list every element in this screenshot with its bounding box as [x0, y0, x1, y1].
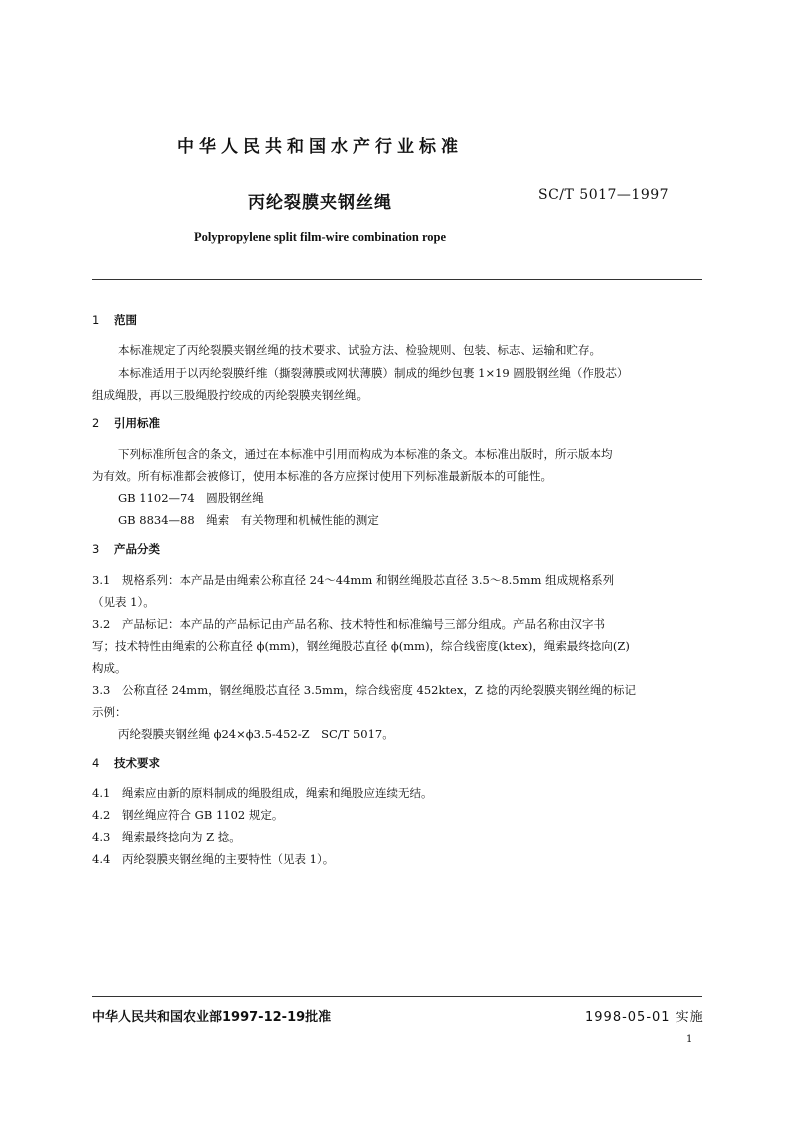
section-number: 4: [92, 756, 100, 770]
section-4-heading: [92, 755, 160, 771]
clause-3-1: [92, 572, 614, 588]
clause-text: 丙纶裂膜夹钢丝绳的主要特性（见表 1）。: [122, 852, 335, 866]
clause-text: 产品标记：本产品的产品标记由产品名称、技术特性和标准编号三部分组成。产品名称由汉字书: [122, 617, 605, 631]
paragraph: 为有效。所有标准都会被修订，使用本标准的各方应探讨使用下列标准最新版本的可能性。: [92, 469, 552, 483]
section-title: 技术要求: [114, 756, 160, 770]
marking-example: 丙纶裂膜夹钢丝绳 ϕ24×ϕ3.5-452-Z SC/T 5017。: [118, 727, 394, 741]
paragraph: 下列标准所包含的条文，通过在本标准中引用而构成为本标准的条文。本标准出版时，所示版本均: [118, 447, 613, 461]
english-title: Polypropylene split film-wire combination rope: [193, 230, 447, 244]
clause-number: 4.4: [92, 852, 111, 866]
clause-number: 4.3: [92, 830, 111, 844]
standard-code: SC/T 5017—1997: [538, 187, 670, 203]
clause-3-3: [92, 682, 636, 698]
footer-divider: [92, 996, 702, 997]
clause-3-2: [92, 616, 605, 632]
section-number: 3: [92, 542, 100, 556]
section-title: 范围: [114, 313, 137, 327]
paragraph: 组成绳股，再以三股绳股拧绞成的丙纶裂膜夹钢丝绳。: [92, 388, 368, 402]
clause-number: 4.2: [92, 808, 111, 822]
paragraph: 本标准适用于以丙纶裂膜纤维（撕裂薄膜或网状薄膜）制成的绳纱包裹 1×19 圆股钢丝绳（作股芯）: [118, 366, 629, 380]
clause-number: 3.2: [92, 617, 111, 631]
clause-4-2: [92, 807, 283, 823]
clause-text: 钢丝绳应符合 GB 1102 规定。: [122, 808, 284, 822]
standard-category-title: 中华人民共和国水产行业标准: [177, 137, 463, 157]
section-3-heading: [92, 541, 160, 557]
clause-text: 公称直径 24mm，钢丝绳股芯直径 3.5mm，综合线密度 452ktex，Z 捻的丙纶裂膜夹钢丝绳的标记: [122, 683, 636, 697]
document-title: 丙纶裂膜夹钢丝绳: [248, 193, 392, 213]
clause-text: 绳索最终捻向为 Z 捻。: [122, 830, 241, 844]
clause-text: 规格系列：本产品是由绳索公称直径 24～44mm 和钢丝绳股芯直径 3.5～8.5mm 组成规格系列: [122, 573, 615, 587]
approval-line: 中华人民共和国农业部1997-12-19批准: [92, 1010, 332, 1025]
clause-text: 绳索应由新的原料制成的绳股组成，绳索和绳股应连续无结。: [122, 786, 433, 800]
clause-number: 3.1: [92, 573, 111, 587]
paragraph: 示例：: [92, 705, 127, 719]
paragraph: 写；技术特性由绳索的公称直径 ϕ(mm)，钢丝绳股芯直径 ϕ(mm)，综合线密度(ktex)，绳索最终捻向(Z): [92, 639, 630, 653]
clause-number: 3.3: [92, 683, 111, 697]
header-divider: [92, 279, 702, 280]
section-title: 产品分类: [114, 542, 160, 556]
clause-4-3: [92, 829, 241, 845]
section-2-heading: [92, 415, 160, 431]
paragraph: 构成。: [92, 661, 127, 675]
section-1-heading: [92, 312, 137, 328]
reference-item: GB 1102—74 圆股钢丝绳: [118, 491, 264, 505]
section-number: 1: [92, 313, 100, 327]
clause-4-1: [92, 785, 433, 801]
paragraph: 本标准规定了丙纶裂膜夹钢丝绳的技术要求、试验方法、检验规则、包装、标志、运输和贮存。: [118, 343, 601, 357]
section-title: 引用标准: [114, 416, 160, 430]
clause-number: 4.1: [92, 786, 111, 800]
paragraph: （见表 1）。: [92, 595, 155, 609]
effective-date: 1998-05-01 实施: [585, 1010, 704, 1025]
reference-item: GB 8834—88 绳索 有关物理和机械性能的测定: [118, 513, 379, 527]
page-number: 1: [686, 1034, 693, 1045]
section-number: 2: [92, 416, 100, 430]
clause-4-4: [92, 851, 334, 867]
